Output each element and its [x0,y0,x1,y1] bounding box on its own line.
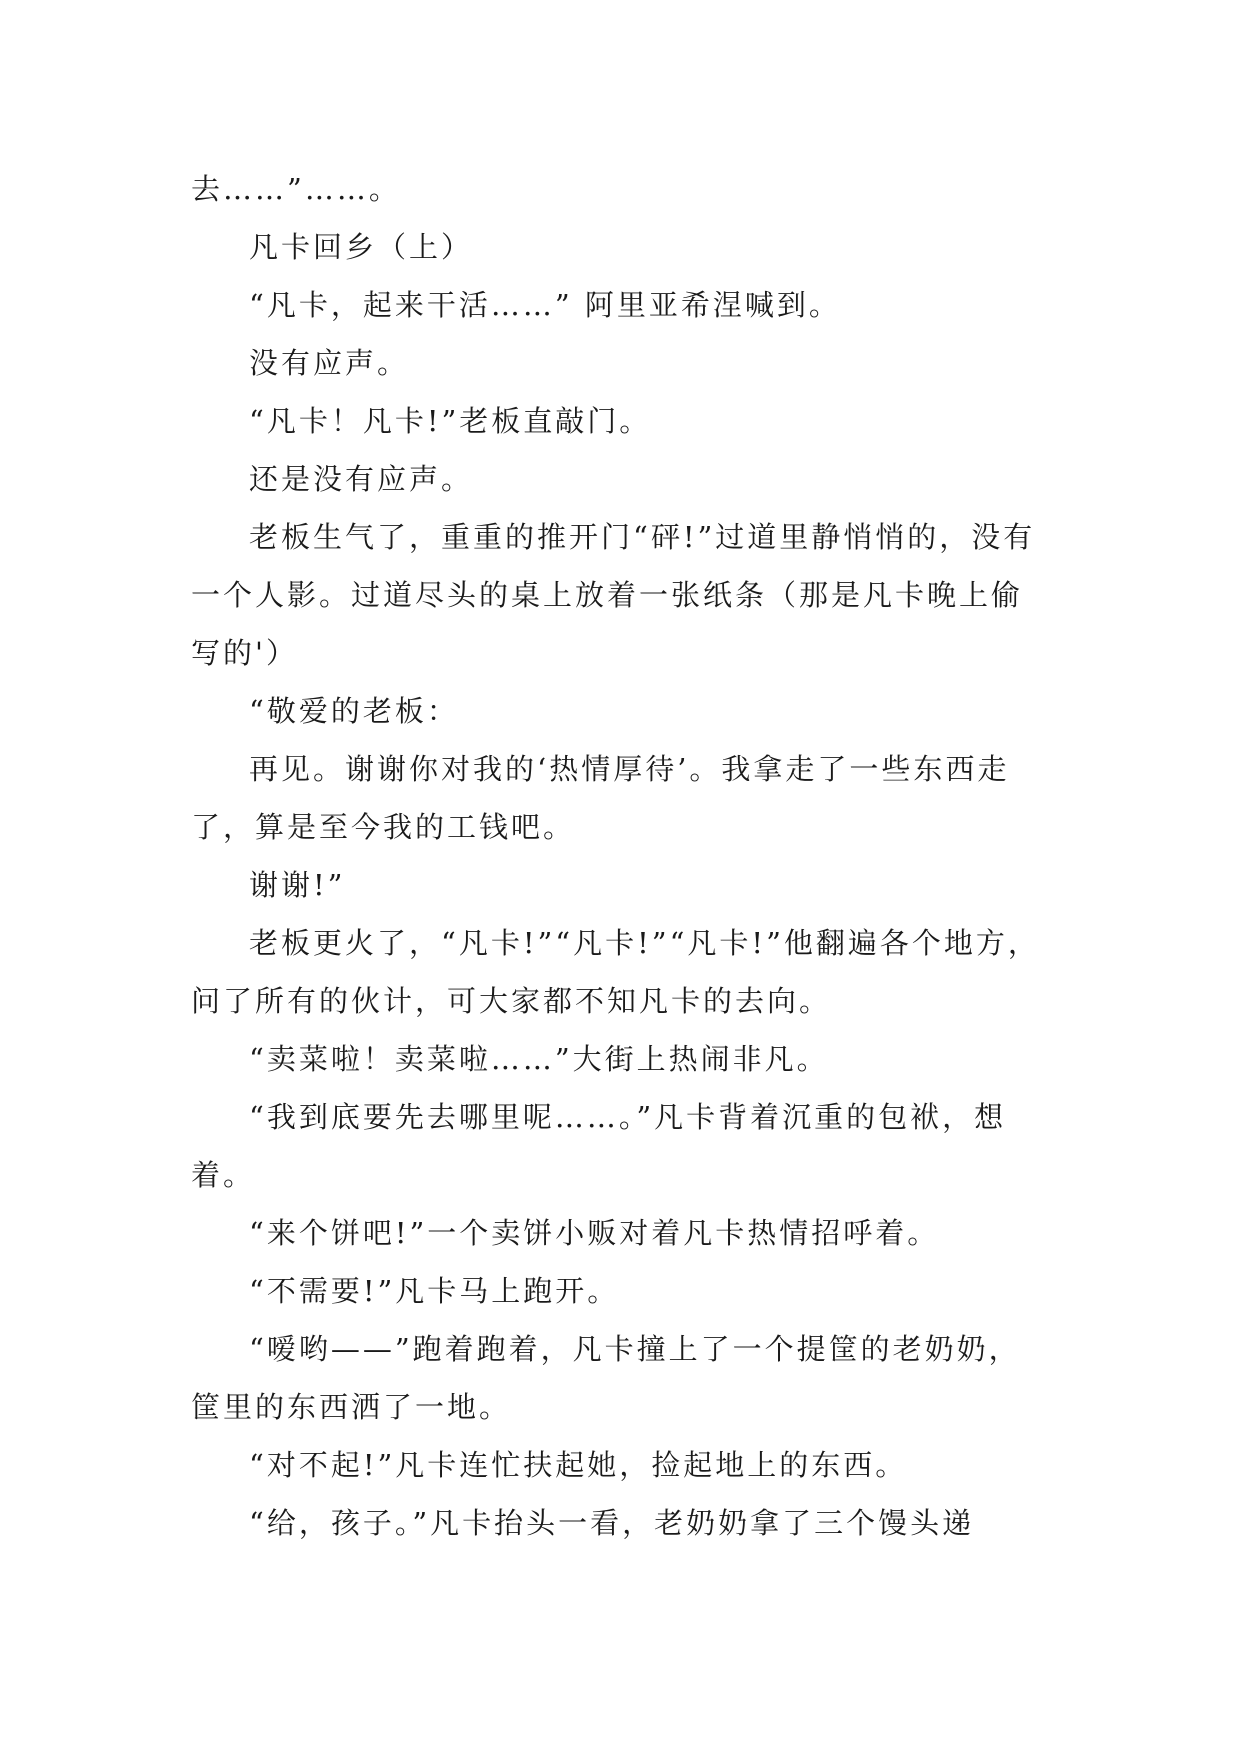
paragraph: “凡卡！凡卡!”老板直敲门。 [249,404,652,438]
letter-salutation: “敬爱的老板： [249,694,459,728]
letter-body: 再见。谢谢你对我的‘热情厚待’。我拿走了一些东西走了，算是至今我的工钱吧。 [191,752,1010,844]
paragraph: “卖菜啦！卖菜啦……”大街上热闹非凡。 [249,1042,829,1076]
paragraph: 没有应声。 [249,346,410,380]
paragraph: 去……”……。 [191,172,401,206]
story-text [191,160,1051,1552]
story-title: 凡卡回乡（上） [249,230,474,264]
paragraph: “凡卡，起来干活……” 阿里亚希涅喊到。 [249,288,841,322]
letter-closing: 谢谢!” [249,868,346,902]
paragraph: “嗳哟——”跑着跑着，凡卡撞上了一个提筐的老奶奶，筐里的东西洒了一地。 [191,1332,1021,1424]
paragraph: 老板生气了，重重的推开门“砰!”过道里静悄悄的，没有一个人影。过道尽头的桌上放着一张纸条（那是凡卡晚上偷写的'） [191,520,1036,670]
paragraph: “给，孩子。”凡卡抬头一看，老奶奶拿了三个馒头递 [249,1506,975,1540]
paragraph: “对不起!”凡卡连忙扶起她，捡起地上的东西。 [249,1448,908,1482]
paragraph: “不需要!”凡卡马上跑开。 [249,1274,620,1308]
paragraph: “来个饼吧!”一个卖饼小贩对着凡卡热情招呼着。 [249,1216,940,1250]
paragraph: 还是没有应声。 [249,462,474,496]
paragraph: “我到底要先去哪里呢……。”凡卡背着沉重的包袱，想着。 [191,1100,1007,1192]
paragraph: 老板更火了，“凡卡!”“凡卡!”“凡卡!”他翻遍各个地方，问了所有的伙计，可大家都不知凡卡的去向。 [191,926,1040,1018]
